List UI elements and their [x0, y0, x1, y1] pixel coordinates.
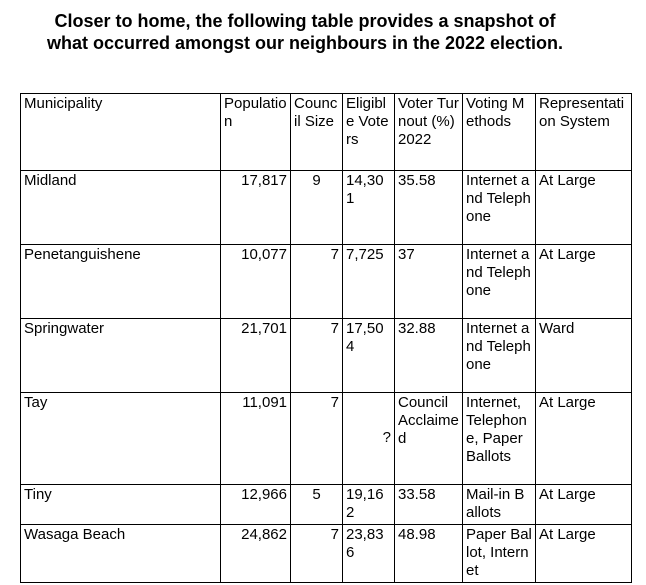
- cell-voter-turnout: 48.98: [395, 525, 463, 583]
- cell-population: 10,077: [221, 245, 291, 319]
- cell-eligible-voters: 19,162: [343, 485, 395, 525]
- cell-representation-system: At Large: [536, 393, 632, 485]
- header-council-size: Council Size: [291, 94, 343, 171]
- cell-representation-system: At Large: [536, 525, 632, 583]
- cell-voter-turnout: 35.58: [395, 171, 463, 245]
- table-row: [21, 485, 632, 525]
- cell-representation-system: Ward: [536, 319, 632, 393]
- cell-voting-methods: Internet and Telephone: [463, 245, 536, 319]
- cell-municipality: Springwater: [21, 319, 221, 393]
- heading-line-1: Closer to home, the following table provides a snapshot of: [54, 11, 556, 31]
- cell-voter-turnout: Council Acclaimed: [395, 393, 463, 485]
- header-population: Population: [221, 94, 291, 171]
- cell-council-size: 7: [291, 319, 343, 393]
- cell-representation-system: At Large: [536, 245, 632, 319]
- cell-population: 12,966: [221, 485, 291, 525]
- header-eligible-voters: Eligible Voters: [343, 94, 395, 171]
- cell-municipality: Penetanguishene: [21, 245, 221, 319]
- table-row: [21, 525, 632, 583]
- cell-population: 17,817: [221, 171, 291, 245]
- cell-eligible-voters: 23,836: [343, 525, 395, 583]
- cell-voter-turnout: 33.58: [395, 485, 463, 525]
- cell-voter-turnout: 32.88: [395, 319, 463, 393]
- table-row: [21, 319, 632, 393]
- cell-municipality: Wasaga Beach: [21, 525, 221, 583]
- cell-municipality: Midland: [21, 171, 221, 245]
- cell-municipality: Tay: [21, 393, 221, 485]
- cell-council-size: 9: [291, 171, 343, 245]
- election-table: [20, 93, 632, 583]
- cell-eligible-voters: 14,301: [343, 171, 395, 245]
- cell-population: 24,862: [221, 525, 291, 583]
- cell-eligible-voters: ?: [343, 393, 395, 485]
- cell-council-size: 7: [291, 393, 343, 485]
- cell-voting-methods: Internet, Telephone, Paper Ballots: [463, 393, 536, 485]
- table-row: [21, 393, 632, 485]
- cell-council-size: 5: [291, 485, 343, 525]
- cell-municipality: Tiny: [21, 485, 221, 525]
- header-voter-turnout: Voter Turnout (%) 2022: [395, 94, 463, 171]
- header-representation-system: Representation System: [536, 94, 632, 171]
- cell-population: 11,091: [221, 393, 291, 485]
- table-header-row: [21, 94, 632, 171]
- cell-eligible-voters: 17,504: [343, 319, 395, 393]
- header-municipality: Municipality: [21, 94, 221, 171]
- header-voting-methods: Voting Methods: [463, 94, 536, 171]
- table-row: [21, 171, 632, 245]
- cell-council-size: 7: [291, 245, 343, 319]
- cell-voting-methods: Paper Ballot, Internet: [463, 525, 536, 583]
- cell-voter-turnout: 37: [395, 245, 463, 319]
- heading-line-2: what occurred amongst our neighbours in the 2022 election.: [46, 33, 564, 53]
- cell-voting-methods: Internet and Telephone: [463, 171, 536, 245]
- cell-population: 21,701: [221, 319, 291, 393]
- cell-representation-system: At Large: [536, 485, 632, 525]
- cell-eligible-voters: 7,725: [343, 245, 395, 319]
- cell-council-size: 7: [291, 525, 343, 583]
- heading: [0, 10, 610, 54]
- table-row: [21, 245, 632, 319]
- cell-voting-methods: Mail-in Ballots: [463, 485, 536, 525]
- cell-voting-methods: Internet and Telephone: [463, 319, 536, 393]
- cell-representation-system: At Large: [536, 171, 632, 245]
